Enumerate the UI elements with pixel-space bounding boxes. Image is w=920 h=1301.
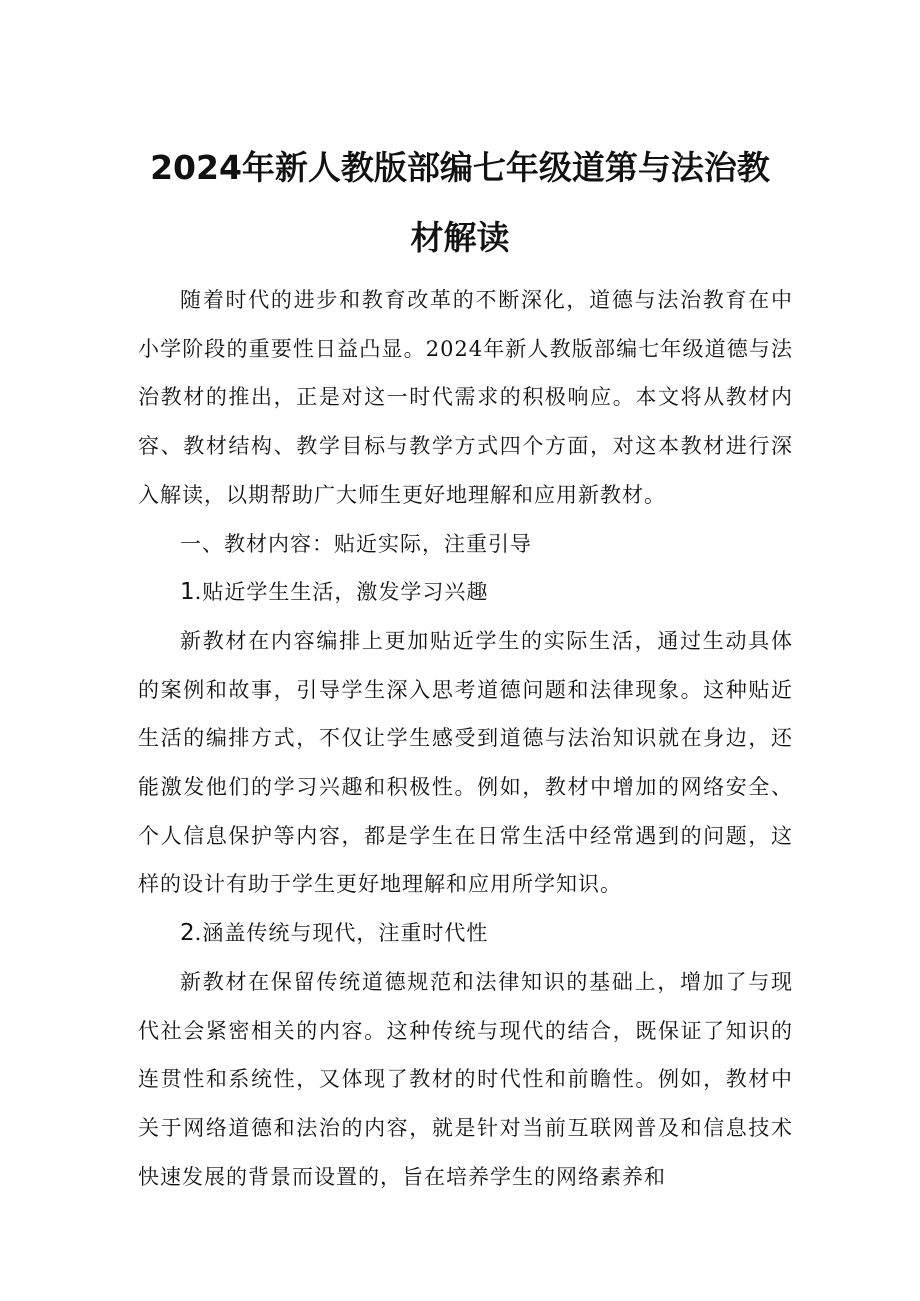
subsection-1-heading [138, 568, 793, 617]
subsection-1-paragraph: 新教材在内容编排上更加贴近学生的实际生活，通过生动具体的案例和故事，引导学生深入思考道德问题和法律现象。这种贴近生活的编排方式，不仅让学生感受到道德与法治知识就在身边，还能激发他们的学习兴趣和积极性。例如，教材中增加的网络安全、个人信息保护等内容，都是学生在日常生活中经常遇到的问题，这样的设计有助于学生更好地理解和应用所学知识。 [138, 628, 793, 897]
subsection-1-number: 1 [180, 579, 195, 606]
document-title-line-1: 2024年新人教版部编七年级道第与法治教 [150, 148, 770, 187]
section-1-heading: 一、教材内容：贴近实际，注重引导 [180, 531, 532, 556]
subsection-2-title: .涵盖传统与现代，注重时代性 [194, 921, 489, 946]
subsection-2-heading [138, 909, 793, 958]
subsection-2-paragraph: 新教材在保留传统道德规范和法律知识的基础上，增加了与现代社会紧密相关的内容。这种传统与现代的结合，既保证了知识的连贯性和系统性，又体现了教材的时代性和前瞻性。例如，教材中关于网络道德和法治的内容，就是针对当前互联网普及和信息技术快速发展的背景而设置的，旨在培养学生的网络素养和 [138, 969, 793, 1189]
subsection-1-title: .贴近学生生活，激发学习兴趣 [194, 580, 489, 605]
intro-paragraph: 随着时代的进步和教育改革的不断深化，道德与法治教育在中小学阶段的重要性日益凸显。2024年新人教版部编七年级道德与法治教材的推出，正是对这一时代需求的积极响应。本文将从教材内容、教材结构、教学目标与教学方式四个方面，对这本教材进行深入解读，以期帮助广大师生更好地理解和应用新教材。 [138, 288, 793, 507]
document-body [138, 276, 793, 1201]
document-title-line-2: 材解读 [410, 218, 510, 257]
subsection-2-number: 2 [180, 920, 195, 947]
